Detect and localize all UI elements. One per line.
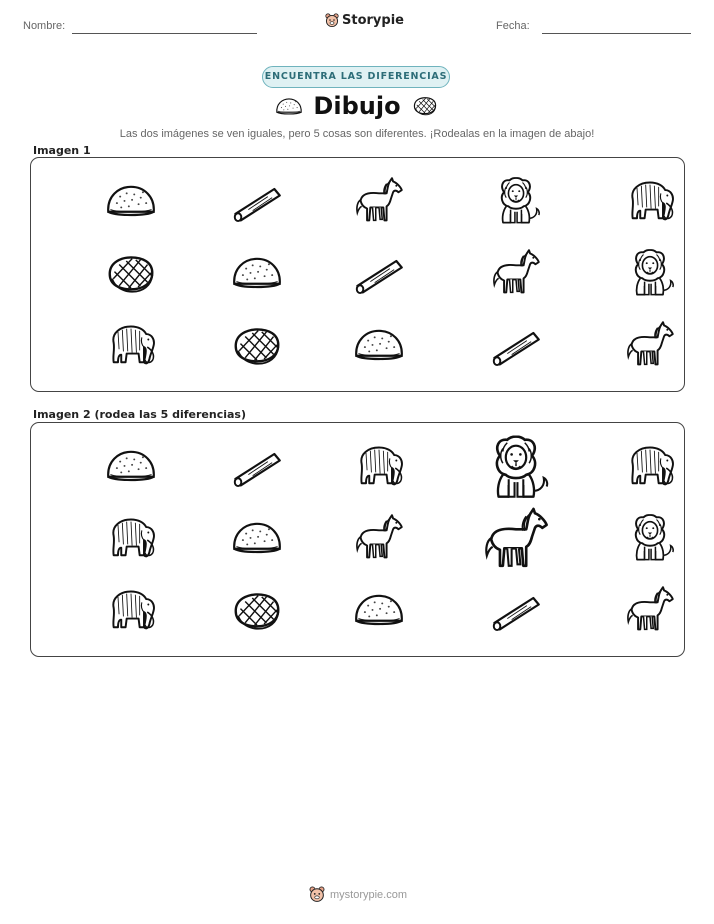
bear-icon: [325, 13, 339, 28]
horse-icon: [624, 320, 676, 372]
bear-icon: [309, 886, 325, 903]
horse-icon[interactable]: [624, 585, 676, 637]
mammoth-icon[interactable]: [105, 513, 157, 565]
meat-icon[interactable]: [231, 585, 283, 637]
lion-icon[interactable]: [481, 434, 551, 504]
footer: [309, 886, 407, 903]
image1-label: Imagen 1: [33, 144, 91, 157]
image2-label: Imagen 2 (rodea las 5 diferencias): [33, 408, 247, 421]
footer-url[interactable]: mystorypie.com: [330, 888, 408, 901]
instructions: Las dos imágenes se ven iguales, pero 5 cosas son diferentes. ¡Rodealas en la imagen de abajo!: [119, 128, 595, 140]
image1-panel: [30, 157, 685, 392]
meat-icon: [105, 248, 157, 300]
date-field[interactable]: [542, 33, 691, 34]
mammoth-icon[interactable]: [624, 441, 676, 493]
meat-icon: [412, 96, 438, 121]
lion-icon: [624, 248, 676, 300]
horse-icon[interactable]: [481, 506, 551, 576]
bread-icon: [353, 320, 405, 372]
bread-icon[interactable]: [105, 441, 157, 493]
lion-icon: [490, 176, 542, 228]
bread-icon: [105, 176, 157, 228]
horse-icon[interactable]: [353, 513, 405, 565]
activity-badge: ENCUENTRA LAS DIFERENCIAS: [262, 66, 450, 88]
image2-panel[interactable]: [30, 422, 685, 657]
stick-icon: [231, 176, 283, 228]
bread-icon[interactable]: [353, 585, 405, 637]
mammoth-icon[interactable]: [105, 585, 157, 637]
stick-icon[interactable]: [490, 585, 542, 637]
lion-icon[interactable]: [624, 513, 676, 565]
page-title: Dibujo: [313, 92, 401, 120]
name-label: Nombre:: [23, 20, 66, 32]
bread-icon[interactable]: [231, 513, 283, 565]
stick-icon: [490, 320, 542, 372]
stick-icon: [353, 248, 405, 300]
mammoth-icon: [105, 320, 157, 372]
stick-icon[interactable]: [231, 441, 283, 493]
date-label: Fecha:: [496, 20, 530, 32]
brand-name: Storypie: [342, 13, 404, 28]
horse-icon: [490, 248, 542, 300]
name-field[interactable]: [72, 33, 257, 34]
horse-icon: [353, 176, 405, 228]
brand-logo: [325, 13, 404, 28]
bread-icon: [231, 248, 283, 300]
meat-icon: [231, 320, 283, 372]
mammoth-icon: [624, 176, 676, 228]
mammoth-icon[interactable]: [353, 441, 405, 493]
